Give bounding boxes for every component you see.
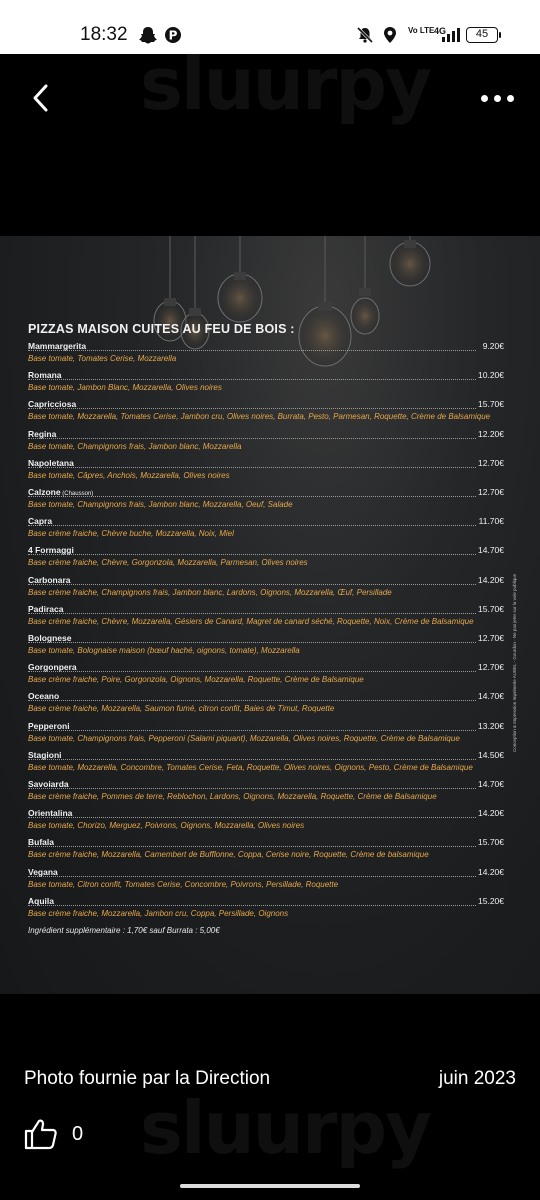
network-type: 4G <box>434 26 447 36</box>
menu-item-row <box>28 575 504 586</box>
dotted-leader <box>28 817 476 818</box>
menu-item <box>28 341 504 363</box>
menu-item-row <box>28 721 504 732</box>
menu-item-price: 12.20€ <box>478 428 504 439</box>
menu-item <box>28 808 504 830</box>
dotted-leader <box>28 554 476 555</box>
menu-item-description: Base tomate, Chorizo, Merguez, Poivrons, Oignons, Mozzarella, Olives noires <box>28 821 305 831</box>
home-indicator[interactable] <box>180 1184 360 1188</box>
menu-item-description: Base tomate, Mozzarella, Concombre, Tomates Cerise, Feta, Roquette, Olives noires, Oignons, Pesto, Crème de Balsamique <box>28 762 473 772</box>
photo-viewer-header <box>0 42 540 236</box>
dotted-leader <box>28 671 476 672</box>
menu-item <box>28 429 504 451</box>
menu-item-price: 15.70€ <box>478 837 504 848</box>
menu-item <box>28 604 504 626</box>
menu-item-name: Capricciosa <box>28 399 77 410</box>
dotted-leader <box>28 350 476 351</box>
menu-item-price: 12.70€ <box>478 457 504 468</box>
menu-item <box>28 837 504 859</box>
menu-item-price: 14.20€ <box>478 808 504 819</box>
dotted-leader <box>28 467 476 468</box>
thumbs-up-icon <box>24 1118 58 1150</box>
back-button[interactable] <box>22 78 62 118</box>
footer-watermark: sluurpy <box>140 1086 431 1170</box>
menu-item-description: Base tomate, Champignons frais, Jambon blanc, Mozzarella, Oeuf, Salade <box>28 500 293 509</box>
menu-item-name: Romana <box>28 370 62 381</box>
dotted-leader <box>28 379 476 380</box>
menu-item-price: 14.70€ <box>478 545 504 556</box>
menu-item <box>28 721 504 743</box>
menu-item-description: Base crème fraiche, Chèvre, Mozzarella, Gésiers de Canard, Magret de canard séché, Roquette, Noix, Crème de Balsamique <box>28 616 474 626</box>
signal-icon <box>438 28 458 42</box>
dotted-leader <box>28 730 476 731</box>
dotted-leader <box>28 584 476 585</box>
menu-item-row <box>28 691 504 702</box>
photo-date: juin 2023 <box>438 1068 516 1089</box>
menu-item <box>28 662 504 684</box>
menu-item-row <box>28 341 504 352</box>
menu-item-price: 12.70€ <box>478 662 504 673</box>
dotted-leader <box>28 438 476 439</box>
menu-item-description: Base tomate, Bolognaise maison (bœuf haché, oignons, tomate), Mozzarella <box>28 646 300 655</box>
menu-item-row <box>28 779 504 790</box>
dotted-leader <box>28 905 476 906</box>
menu-item-name: Aquila <box>28 895 54 906</box>
menu-item-price: 14.20€ <box>478 866 504 877</box>
menu-item-row <box>28 633 504 644</box>
menu-item <box>28 691 504 713</box>
menu-item <box>28 399 504 421</box>
menu-item-row <box>28 545 504 556</box>
menu-item <box>28 545 504 567</box>
menu-item-name: Gorgonpera <box>28 662 77 673</box>
printer-note: Conception & Impression Imprimerie AUBEL - Gourdon - Ne pas jeter sur la voie publique <box>512 573 517 752</box>
menu-item-price: 12.70€ <box>478 633 504 643</box>
menu-title: PIZZAS MAISON CUITES AU FEU DE BOIS : <box>28 322 295 336</box>
dotted-leader <box>28 642 476 643</box>
battery-indicator: 45 <box>466 27 498 43</box>
menu-item-description: Base crème fraiche, Poire, Gorgonzola, Oignons, Mozzarella, Roquette, Crème de Balsamique <box>28 675 364 685</box>
menu-item-description: Base crème fraiche, Champignons frais, Jambon blanc, Lardons, Oignons, Mozzarella, Œuf, Persillade <box>28 587 392 597</box>
menu-item-name: Regina <box>28 428 57 439</box>
menu-item-price: 15.70€ <box>478 399 504 410</box>
menu-item-description: Base crème fraiche, Chèvre, Gorgonzola, Mozzarella, Parmesan, Olives noires <box>28 558 308 568</box>
dotted-leader <box>28 525 476 526</box>
menu-item-row <box>28 604 504 615</box>
dotted-leader <box>28 408 476 409</box>
dotted-leader <box>28 496 476 497</box>
menu-item-description: Base tomate, Jambon Blanc, Mozzarella, Olives noires <box>28 383 222 393</box>
like-count: 0 <box>72 1123 84 1145</box>
menu-item-price: 14.20€ <box>478 574 504 585</box>
menu-item-row <box>28 429 504 440</box>
menu-item-description: Base crème fraiche, Mozzarella, Camembert de Bufflonne, Coppa, Cerise noire, Roquette, Crème de balsamique <box>28 850 429 860</box>
menu-item <box>28 516 504 538</box>
menu-item-price: 15.20€ <box>478 895 504 906</box>
menu-item-description: Base crème fraiche, Pommes de terre, Reblochon, Lardons, Oignons, Mozzarella, Roquette, Crème de Balsamique <box>28 792 437 801</box>
menu-item-name: Carbonara <box>28 574 71 585</box>
menu-item <box>28 575 504 597</box>
menu-item-description: Base tomate, Tomates Cerise, Mozzarella <box>28 354 177 363</box>
dotted-leader <box>28 613 476 614</box>
menu-item-price: 15.70€ <box>478 603 504 614</box>
menu-item-description: Base tomate, Câpres, Anchois, Mozzarella, Olives noires <box>28 470 230 480</box>
menu-item-price: 12.70€ <box>478 487 504 497</box>
menu-item-name: Mammargerita <box>28 341 87 351</box>
dotted-leader <box>28 876 476 877</box>
volte-label: Vo LTE <box>408 26 435 35</box>
menu-item-name: Napoletana <box>28 457 74 468</box>
menu-item <box>28 896 504 918</box>
menu-item-name: 4 Formaggi <box>28 545 74 556</box>
menu-item-row <box>28 750 504 761</box>
menu-item-price: 14.70€ <box>478 691 504 702</box>
menu-item-row <box>28 516 504 527</box>
menu-item-description: Base tomate, Champignons frais, Pepperoni (Salami piquant), Mozzarella, Olives noires, Roquette, Crème de Balsamique <box>28 733 460 743</box>
menu-item-name: Stagioni <box>28 749 62 760</box>
dotted-leader <box>28 788 476 789</box>
status-time: 18:32 <box>80 24 128 45</box>
dotted-leader <box>28 700 476 701</box>
watermark: sluurpy <box>140 42 431 126</box>
menu-item-row <box>28 662 504 673</box>
supplement-note: Ingrédient supplémentaire : 1,70€ sauf Burrata : 5,00€ <box>28 926 220 935</box>
menu-item-description: Base crème fraiche, Mozzarella, Jambon cru, Coppa, Persillade, Oignons <box>28 908 289 918</box>
menu-item-row <box>28 370 504 381</box>
menu-item-price: 14.50€ <box>478 749 504 760</box>
menu-item-row <box>28 399 504 410</box>
menu-item-row <box>28 487 504 498</box>
menu-item-name: Padiraca <box>28 603 64 614</box>
menu-item-row <box>28 808 504 819</box>
menu-item-price: 9.20€ <box>482 341 504 351</box>
menu-item-description: Base crème fraiche, Mozzarella, Saumon fumé, citron confit, Baies de Timut, Roquette <box>28 704 335 714</box>
menu-item-name: Vegana <box>28 866 58 877</box>
menu-item <box>28 370 504 392</box>
menu-item-name: Bufala <box>28 837 54 848</box>
menu-item-name: Savoiarda <box>28 779 69 789</box>
menu-item-price: 13.20€ <box>478 720 504 731</box>
menu-item-description: Base crème fraiche, Chèvre buche, Mozzarella, Noix, Miel <box>28 529 234 539</box>
menu-item-name: Orientalina <box>28 808 73 819</box>
menu-item-description: Base tomate, Mozzarella, Tomates Cerise, Jambon cru, Olives noires, Burrata, Pesto, Parmesan, Roquette, Crème de Balsamique <box>28 412 491 422</box>
menu-item <box>28 867 504 889</box>
menu-item-row <box>28 867 504 878</box>
menu-item <box>28 633 504 655</box>
photo-caption: Photo fournie par la Direction <box>24 1068 271 1089</box>
menu-item-name: Oceano <box>28 691 60 702</box>
menu-item-note: (Chausson) <box>60 491 94 497</box>
like-button[interactable] <box>24 1118 60 1152</box>
menu-item-row <box>28 458 504 469</box>
menu-item-description: Base tomate, Champignons frais, Jambon blanc, Mozzarella <box>28 441 242 451</box>
chevron-left-icon <box>22 78 62 118</box>
menu-item-price: 11.70€ <box>478 516 504 527</box>
menu-item <box>28 487 504 509</box>
menu-item-name: Pepperoni <box>28 720 70 731</box>
more-horizontal-icon <box>481 95 488 102</box>
menu-item-description: Base tomate, Citron confit, Tomates Cerise, Concombre, Poivrons, Persillade, Roquette <box>28 879 339 889</box>
menu-item-row <box>28 896 504 907</box>
menu-item-row <box>28 837 504 848</box>
menu-item-name: Capra <box>28 516 53 527</box>
menu-item-name: Calzone (Chausson) <box>28 487 94 497</box>
more-options-button[interactable] <box>478 84 518 114</box>
dotted-leader <box>28 846 476 847</box>
svg-text:P: P <box>168 28 178 43</box>
menu-item <box>28 750 504 772</box>
menu-item <box>28 779 504 801</box>
menu-item-name: Bolognese <box>28 633 72 643</box>
menu-item-price: 14.70€ <box>478 779 504 789</box>
menu-item <box>28 458 504 480</box>
menu-photo[interactable] <box>0 236 540 994</box>
menu-item-price: 10.20€ <box>478 370 504 381</box>
dotted-leader <box>28 759 476 760</box>
